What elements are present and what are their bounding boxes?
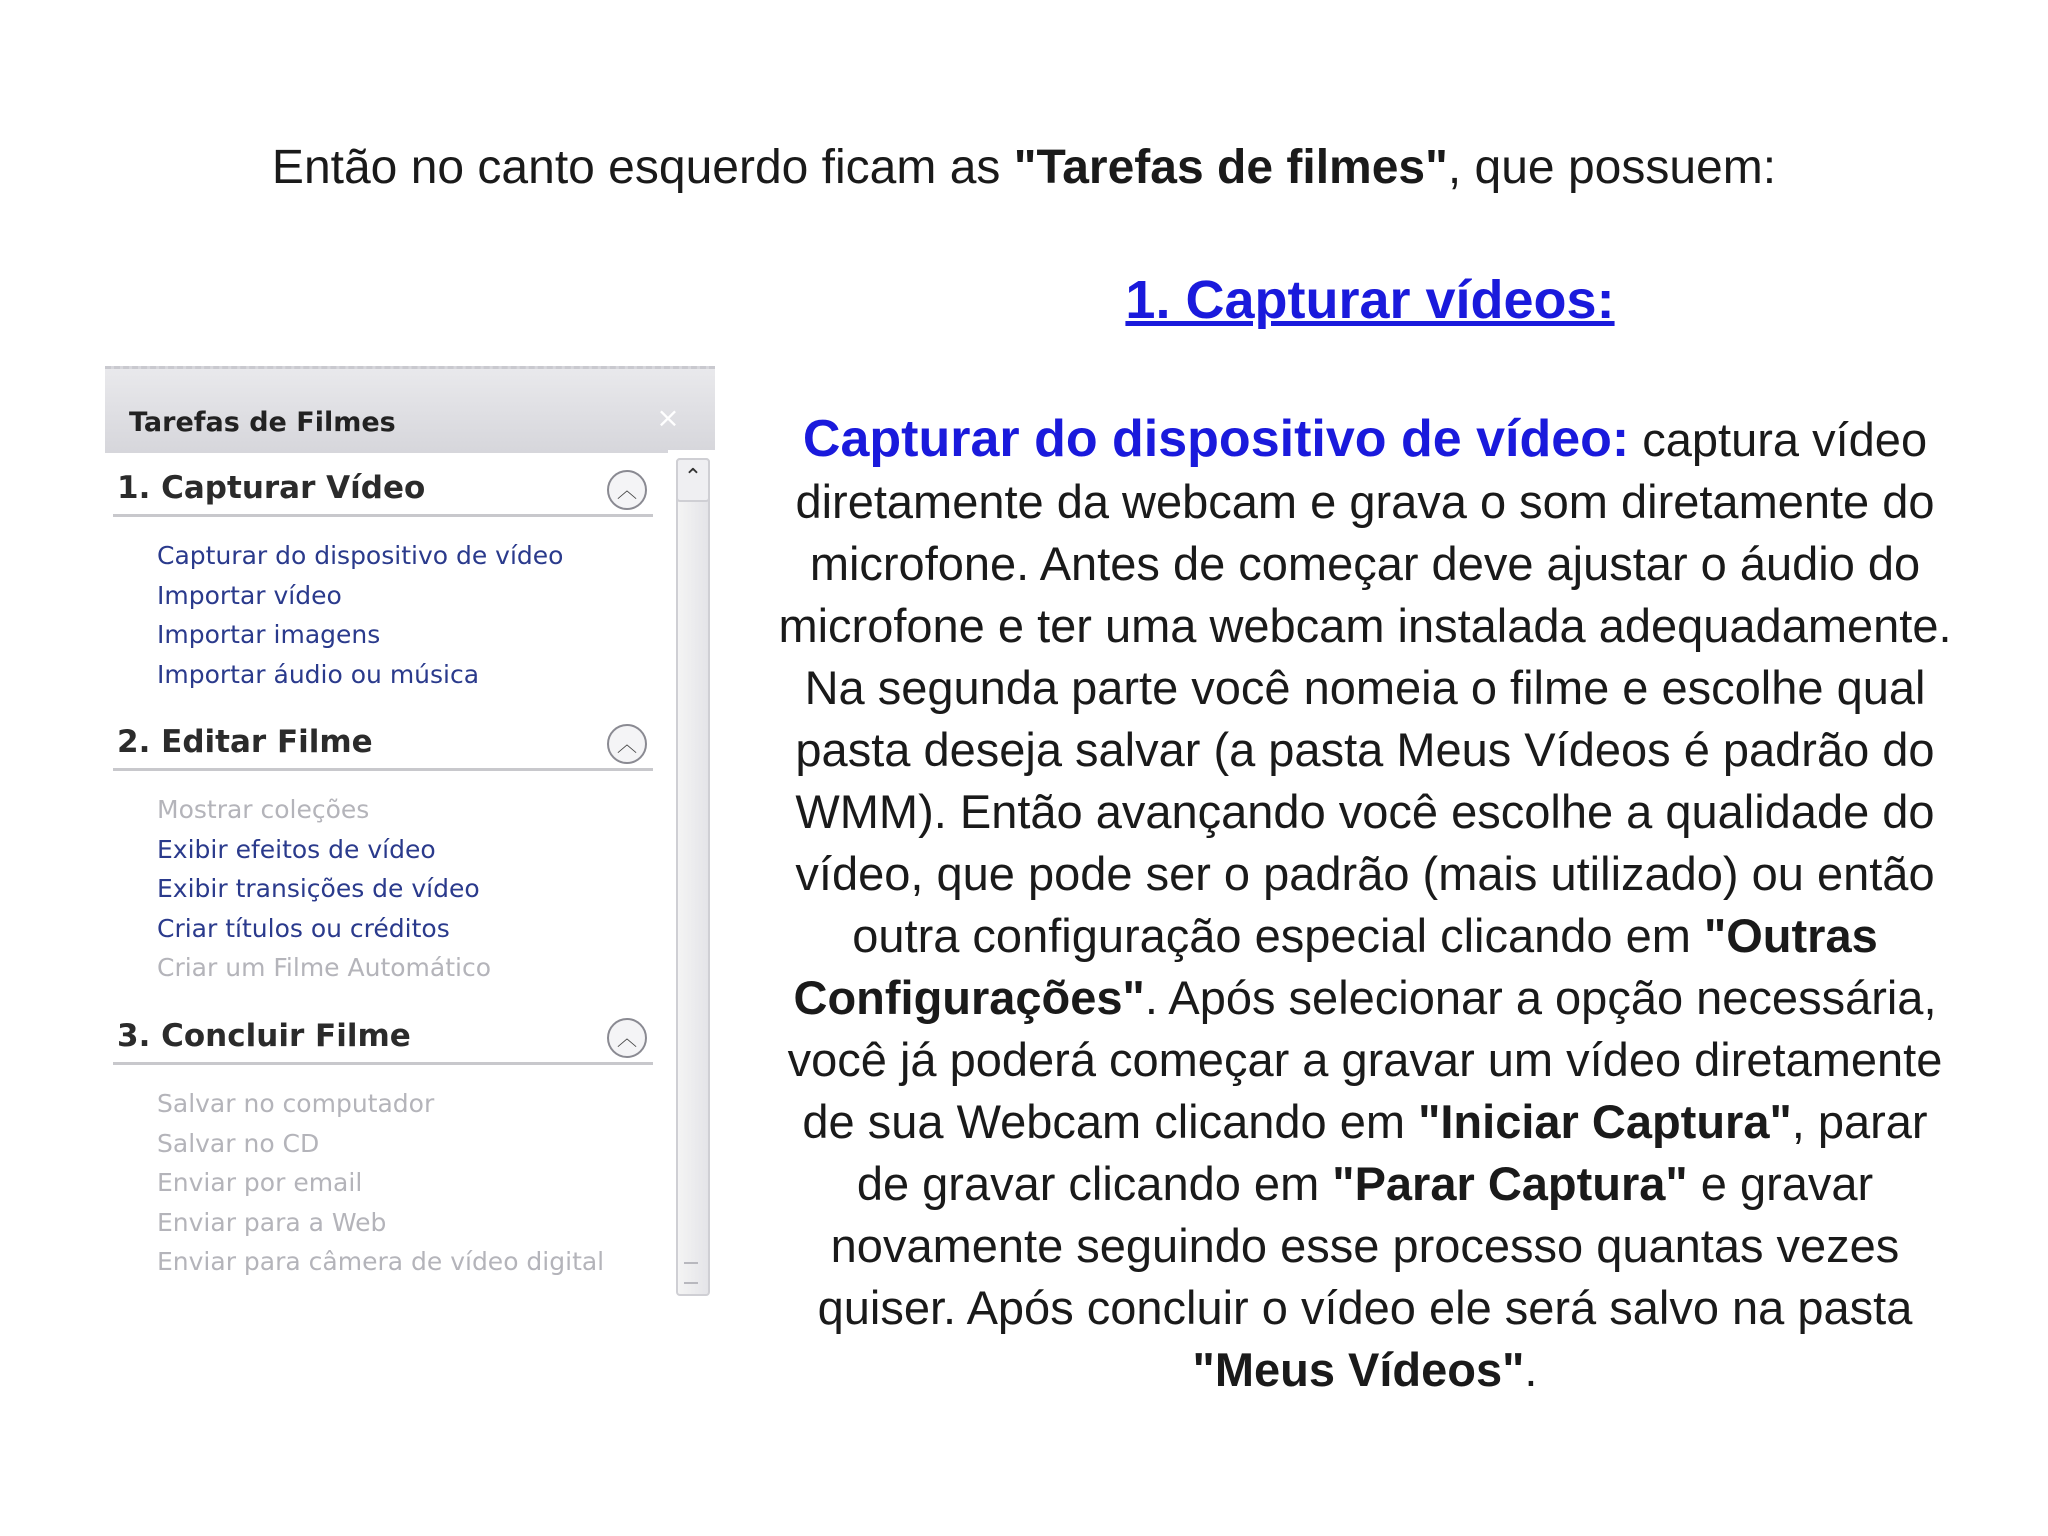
description-bold: "Iniciar Captura" bbox=[1418, 1095, 1792, 1148]
task-link[interactable]: Criar títulos ou créditos bbox=[157, 913, 450, 943]
chevron-up-icon[interactable]: ︿ bbox=[607, 470, 647, 510]
pane-header bbox=[105, 366, 715, 453]
scroll-up-icon[interactable]: ⌃ bbox=[676, 458, 710, 502]
intro-sentence bbox=[0, 140, 2048, 196]
chevron-up-icon[interactable]: ︿ bbox=[607, 724, 647, 764]
movie-tasks-pane bbox=[105, 366, 715, 1298]
intro-bold-text: "Tarefas de filmes" bbox=[1013, 141, 1448, 194]
task-link-disabled: Salvar no computador bbox=[157, 1089, 435, 1118]
description-text: . bbox=[1524, 1343, 1538, 1396]
section-items-concluir-filme bbox=[157, 1084, 604, 1282]
task-link-disabled: Salvar no CD bbox=[157, 1128, 320, 1158]
scrollbar-track[interactable] bbox=[676, 458, 710, 1296]
chevron-up-icon[interactable]: ︿ bbox=[607, 1018, 647, 1058]
section-items-editar-filme bbox=[157, 790, 491, 988]
section-items-capturar-video bbox=[157, 536, 563, 694]
task-link[interactable]: Importar vídeo bbox=[157, 580, 342, 610]
section-label: 3. Concluir Filme bbox=[117, 1018, 411, 1054]
task-link-disabled: Enviar para a Web bbox=[157, 1207, 387, 1237]
close-icon[interactable]: × bbox=[656, 401, 680, 434]
task-link[interactable]: Importar imagens bbox=[157, 620, 381, 649]
task-link-disabled: Mostrar coleções bbox=[157, 795, 370, 824]
section-title-link[interactable]: 1. Capturar vídeos: bbox=[1125, 270, 1615, 330]
section-label: 1. Capturar Vídeo bbox=[117, 470, 426, 506]
description-text: . Após selecionar a opção necessária, você já poderá começar a gravar um vídeo diretamente de sua Webcam clicando em bbox=[787, 971, 1943, 1148]
description-bold: "Outras Configurações" bbox=[793, 909, 1878, 1024]
task-link[interactable]: Importar áudio ou música bbox=[157, 659, 480, 689]
description-text: captura vídeo diretamente da webcam e grava o som diretamente do microfone. Antes de começar deve ajustar o áudio do microfone e ter uma webcam instalada adequadamente. Na segunda parte você nomeia o filme e escolhe qual pasta deseja salvar (a pasta Meus Vídeos é padrão do WMM). Então avançando você escolhe a qualidade do vídeo, que pode ser o padrão (mais utilizado) ou então outra configuração especial clicando em bbox=[778, 413, 1952, 962]
task-link[interactable]: Capturar do dispositivo de vídeo bbox=[157, 541, 564, 570]
intro-text: Então no canto esquerdo ficam as bbox=[271, 141, 1014, 194]
description-lead: Capturar do dispositivo de vídeo: bbox=[802, 410, 1630, 468]
task-link[interactable]: Exibir efeitos de vídeo bbox=[157, 834, 436, 864]
intro-text-end: , que possuem: bbox=[1447, 141, 1777, 194]
pane-title: Tarefas de Filmes bbox=[129, 407, 396, 438]
scrollbar-grip-icon[interactable] bbox=[684, 1262, 698, 1284]
description-bold: "Meus Vídeos" bbox=[1192, 1343, 1525, 1396]
vertical-scrollbar[interactable] bbox=[668, 450, 715, 1298]
task-link-disabled: Criar um Filme Automático bbox=[157, 953, 492, 982]
description-bold: "Parar Captura" bbox=[1332, 1157, 1688, 1210]
description-paragraph bbox=[770, 408, 1960, 1401]
description-text: , parar de gravar clicando em bbox=[856, 1095, 1928, 1210]
description-text: e gravar novamente seguindo esse processo quantas vezes quiser. Após concluir o vídeo ele será salvo na pasta bbox=[817, 1157, 1913, 1334]
task-link-disabled: Enviar para câmera de vídeo digital bbox=[157, 1247, 605, 1276]
section-header-capturar-video[interactable] bbox=[113, 460, 653, 517]
task-link[interactable]: Exibir transições de vídeo bbox=[157, 874, 480, 903]
section-header-concluir-filme[interactable] bbox=[113, 1008, 653, 1065]
task-link-disabled: Enviar por email bbox=[157, 1168, 363, 1197]
section-label: 2. Editar Filme bbox=[117, 724, 373, 760]
section-header-editar-filme[interactable] bbox=[113, 714, 653, 771]
